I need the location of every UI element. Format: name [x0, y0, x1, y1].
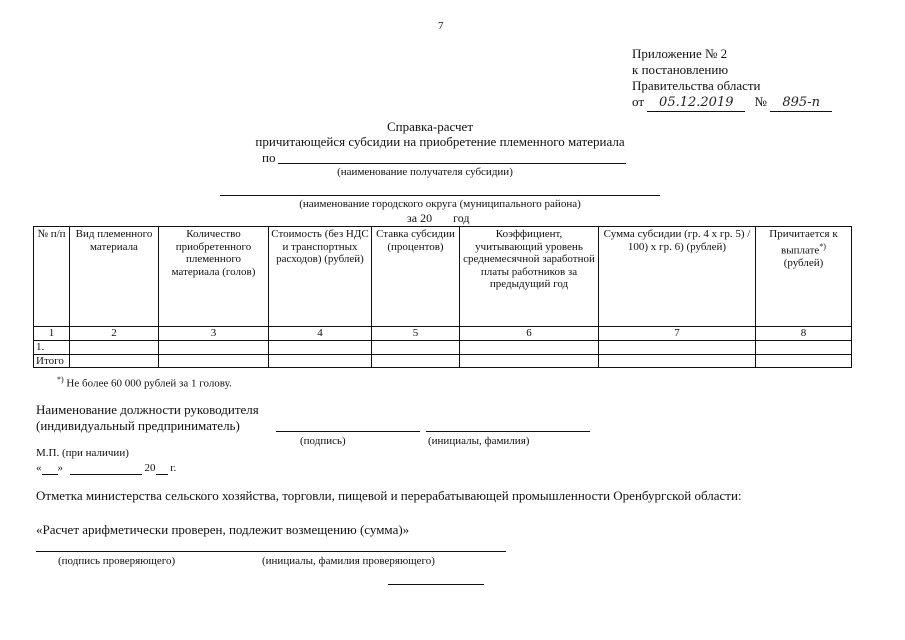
table-row — [34, 341, 852, 355]
appendix-reference: к постановлению — [632, 62, 729, 77]
entrepreneur-label: (индивидуальный предприниматель) — [36, 418, 240, 433]
signature-line — [276, 431, 420, 432]
head-position-label: Наименование должности руководителя — [36, 402, 259, 417]
column-number: 3 — [159, 327, 269, 341]
footnote-text: Не более 60 000 рублей за 1 голову. — [66, 377, 232, 390]
table-total-row — [34, 354, 852, 368]
header-cell: Вид племенного материала — [70, 227, 159, 327]
footnote — [57, 375, 232, 390]
stamp-label: М.П. (при наличии) — [36, 447, 129, 459]
name-line — [426, 431, 590, 432]
verifier-line — [36, 551, 506, 552]
recipient-caption: (наименование получателя субсидии) — [337, 166, 513, 178]
quote-open: « — [36, 462, 42, 474]
table-cell — [269, 341, 372, 355]
footnote-mark: *) — [819, 241, 826, 251]
document-subtitle: причитающейся субсидии на приобретение племенного материала — [255, 134, 625, 149]
year-prefix: за 20 — [407, 211, 433, 225]
appendix-block — [632, 46, 832, 112]
header-cell-payable — [756, 227, 852, 327]
appendix-date-line — [632, 94, 832, 112]
appendix-title: Приложение № 2 — [632, 46, 728, 61]
table-cell — [70, 341, 159, 355]
table-cell — [756, 341, 852, 355]
header-cell: Сумма субсидии (гр. 4 х гр. 5) / 100) х гр. 6) (рублей) — [599, 227, 756, 327]
column-number: 1 — [34, 327, 70, 341]
header-cell: № п/п — [34, 227, 70, 327]
column-number: 7 — [599, 327, 756, 341]
table-cell — [460, 354, 599, 368]
year-suffix: год — [453, 211, 470, 225]
column-number: 5 — [372, 327, 460, 341]
verification-quote: «Расчет арифметически проверен, подлежит возмещению (сумма)» — [36, 522, 410, 537]
signature-date — [36, 462, 176, 475]
year-line — [407, 211, 469, 227]
header-cell: Ставка субсидии (процентов) — [372, 227, 460, 327]
date-year-prefix: 20 — [144, 462, 156, 474]
document-title: Справка-расчет — [386, 119, 474, 134]
table-header-row — [34, 227, 852, 327]
table-cell — [159, 354, 269, 368]
table-cell — [756, 354, 852, 368]
appendix-authority: Правительства области — [632, 78, 761, 93]
column-number: 8 — [756, 327, 852, 341]
handwritten-number: 895-п — [770, 95, 832, 112]
verifier-signature-caption: (подпись проверяющего) — [58, 555, 176, 567]
table-number-row — [34, 327, 852, 341]
table-cell — [269, 354, 372, 368]
date-year-suffix: г. — [170, 462, 177, 474]
handwritten-date: 05.12.2019 — [647, 95, 745, 112]
table-cell — [159, 341, 269, 355]
signature-caption: (подпись) — [300, 435, 346, 447]
column-number: 2 — [70, 327, 159, 341]
table-cell — [599, 341, 756, 355]
po-label: по — [262, 150, 276, 165]
ministry-note: Отметка министерства сельского хозяйства, торговли, пищевой и перерабатывающей промышленности Оренбургской области: — [36, 488, 742, 503]
day-blank — [42, 462, 58, 475]
quote-close: » — [57, 462, 63, 474]
month-blank — [70, 462, 142, 475]
name-caption: (инициалы, фамилия) — [428, 435, 530, 447]
table-cell — [599, 354, 756, 368]
header-cell: Коэффициент, учитывающий уровень среднемесячной заработной платы работников за предыдущий год — [460, 227, 599, 327]
verifier-name-caption: (инициалы, фамилия проверяющего) — [262, 555, 435, 567]
page-number: 7 — [438, 20, 444, 32]
year-blank — [156, 462, 168, 475]
closing-line — [388, 584, 484, 585]
header-cell: Количество приобретенного племенного материала (голов) — [159, 227, 269, 327]
district-caption: (наименование городского округа (муниципального района) — [299, 198, 581, 210]
payable-label: Причитается к выплате — [769, 228, 838, 257]
footnote-mark: *) — [57, 375, 64, 384]
date-prefix: от — [632, 94, 645, 109]
table-cell — [372, 341, 460, 355]
district-line — [220, 195, 660, 196]
column-number: 6 — [460, 327, 599, 341]
number-prefix: № — [754, 94, 767, 109]
table-cell — [372, 354, 460, 368]
total-label: Итого — [34, 354, 70, 368]
year-blank — [432, 211, 450, 227]
column-number: 4 — [269, 327, 372, 341]
row-label: 1. — [34, 341, 70, 355]
header-cell: Стоимость (без НДС и транспортных расходов) (рублей) — [269, 227, 372, 327]
payable-unit: (рублей) — [783, 256, 824, 269]
table-cell — [460, 341, 599, 355]
table-cell — [70, 354, 159, 368]
subsidy-table — [33, 226, 852, 368]
recipient-line — [278, 163, 626, 164]
